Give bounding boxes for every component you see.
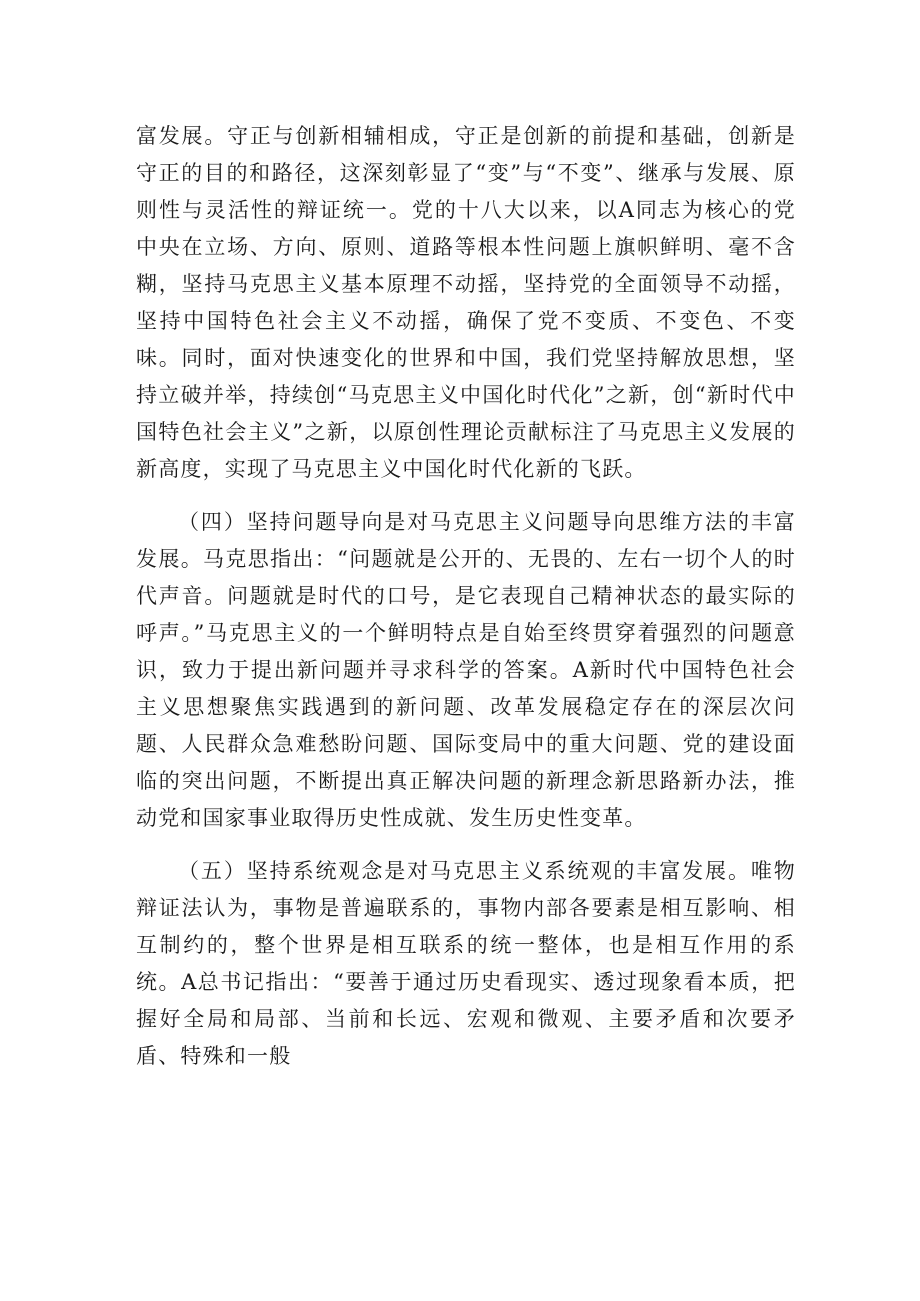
body-text — [136, 118, 796, 1075]
paragraph-systems-concept: （五）坚持系统观念是对马克思主义系统观的丰富发展。唯物辩证法认为，事物是普遍联系的，事物内部各要素是相互影响、相互制约的，整个世界是相互联系的统一整体，也是相互作用的系统。A总书记指出：“要善于通过历史看现实、透过现象看本质，把握好全局和局部、当前和长远、宏观和微观、主要矛盾和次要矛盾、特殊和一般 — [136, 859, 796, 1068]
paragraph-continuation: 富发展。守正与创新相辅相成，守正是创新的前提和基础，创新是守正的目的和路径，这深刻彰显了“变”与“不变”、继承与发展、原则性与灵活性的辩证统一。党的十八大以来，以A同志为核心的党中央在立场、方向、原则、道路等根本性问题上旗帜鲜明、毫不含糊，坚持马克思主义基本原理不动摇，坚持党的全面领导不动摇，坚持中国特色社会主义不动摇，确保了党不变质、不变色、不变味。同时，面对快速变化的世界和中国，我们党坚持解放思想，坚持立破并举，持续创“马克思主义中国化时代化”之新，创“新时代中国特色社会主义”之新，以原创性理论贡献标注了马克思主义发展的新高度，实现了马克思主义中国化时代化新的飞跃。 — [136, 124, 796, 481]
paragraph-problem-orientation: （四）坚持问题导向是对马克思主义问题导向思维方法的丰富发展。马克思指出：“问题就是公开的、无畏的、左右一切个人的时代声音。问题就是时代的口号，是它表现自己精神状态的最实际的呼声。”马克思主义的一个鲜明特点是自始至终贯穿着强烈的问题意识，致力于提出新问题并寻求科学的答案。A新时代中国特色社会主义思想聚焦实践遇到的新问题、改革发展稳定存在的深层次问题、人民群众急难愁盼问题、国际变局中的重大问题、党的建设面临的突出问题，不断提出真正解决问题的新理念新思路新办法，推动党和国家事业取得历史性成就、发生历史性变革。 — [136, 510, 796, 830]
